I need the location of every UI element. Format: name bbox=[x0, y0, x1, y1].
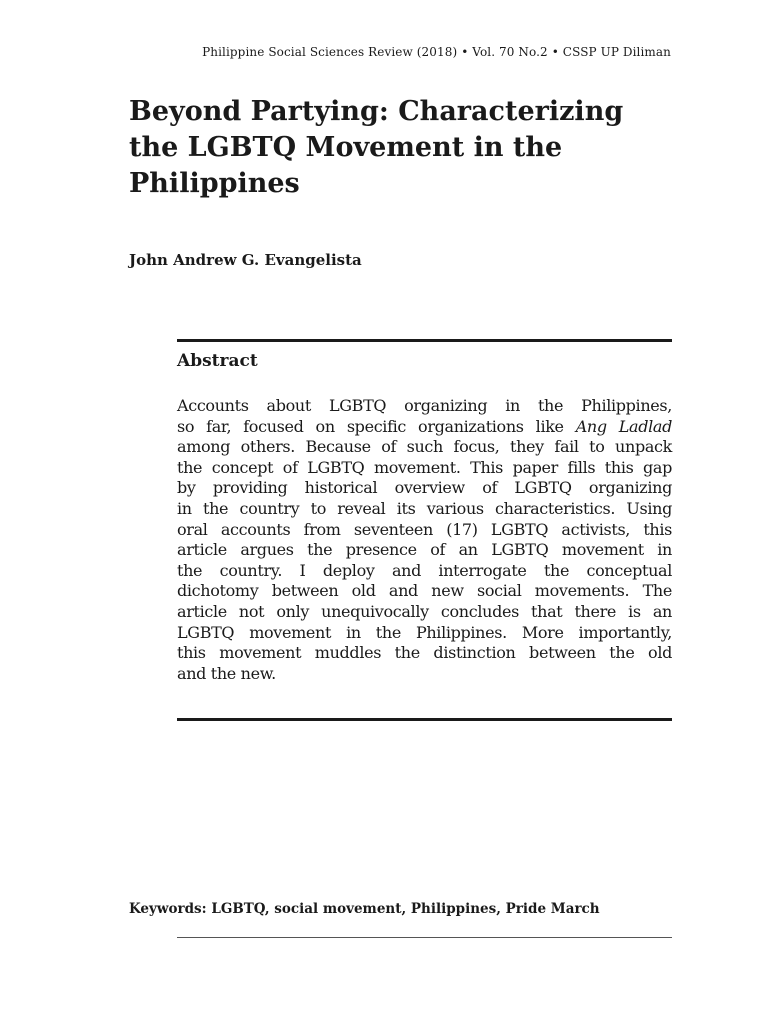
abstract-top-divider bbox=[177, 339, 672, 342]
title-line: Beyond Partying: Characterizing bbox=[129, 96, 624, 127]
organization-name-italic: Ang Ladlad bbox=[575, 416, 672, 436]
abstract-line: in the country to reveal its various characteristics. Using bbox=[177, 498, 672, 518]
abstract-line: this movement muddles the distinction between the old bbox=[177, 643, 672, 663]
abstract-line bbox=[177, 417, 672, 438]
title-line: the LGBTQ Movement in the bbox=[129, 132, 563, 163]
abstract-line: dichotomy between old and new social movements. The bbox=[177, 581, 672, 601]
author-name: John Andrew G. Evangelista bbox=[129, 251, 362, 269]
article-title bbox=[129, 94, 649, 202]
abstract-line: the concept of LGBTQ movement. This paper fills this gap bbox=[177, 457, 672, 477]
abstract-line: article not only unequivocally concludes that there is an bbox=[177, 601, 672, 621]
abstract-line: among others. Because of such focus, they fail to unpack bbox=[177, 437, 672, 457]
abstract-text: so far, focused on specific organizations like bbox=[177, 416, 576, 436]
abstract-heading: Abstract bbox=[177, 351, 258, 371]
running-header: Philippine Social Sciences Review (2018) • Vol. 70 No.2 • CSSP UP Diliman bbox=[202, 45, 671, 59]
abstract-line: and the new. bbox=[177, 663, 276, 683]
keywords: Keywords: LGBTQ, social movement, Philippines, Pride March bbox=[129, 901, 600, 917]
abstract-body bbox=[177, 396, 672, 684]
title-line: Philippines bbox=[129, 168, 300, 199]
abstract-line: LGBTQ movement in the Philippines. More importantly, bbox=[177, 622, 672, 642]
abstract-bottom-divider bbox=[177, 718, 672, 721]
abstract-line: article argues the presence of an LGBTQ movement in bbox=[177, 540, 672, 560]
footer-divider bbox=[177, 937, 672, 938]
abstract-line: the country. I deploy and interrogate the conceptual bbox=[177, 560, 672, 580]
abstract-line: by providing historical overview of LGBTQ organizing bbox=[177, 478, 672, 498]
abstract-line: oral accounts from seventeen (17) LGBTQ activists, this bbox=[177, 519, 672, 539]
abstract-line: Accounts about LGBTQ organizing in the Philippines, bbox=[177, 396, 672, 415]
